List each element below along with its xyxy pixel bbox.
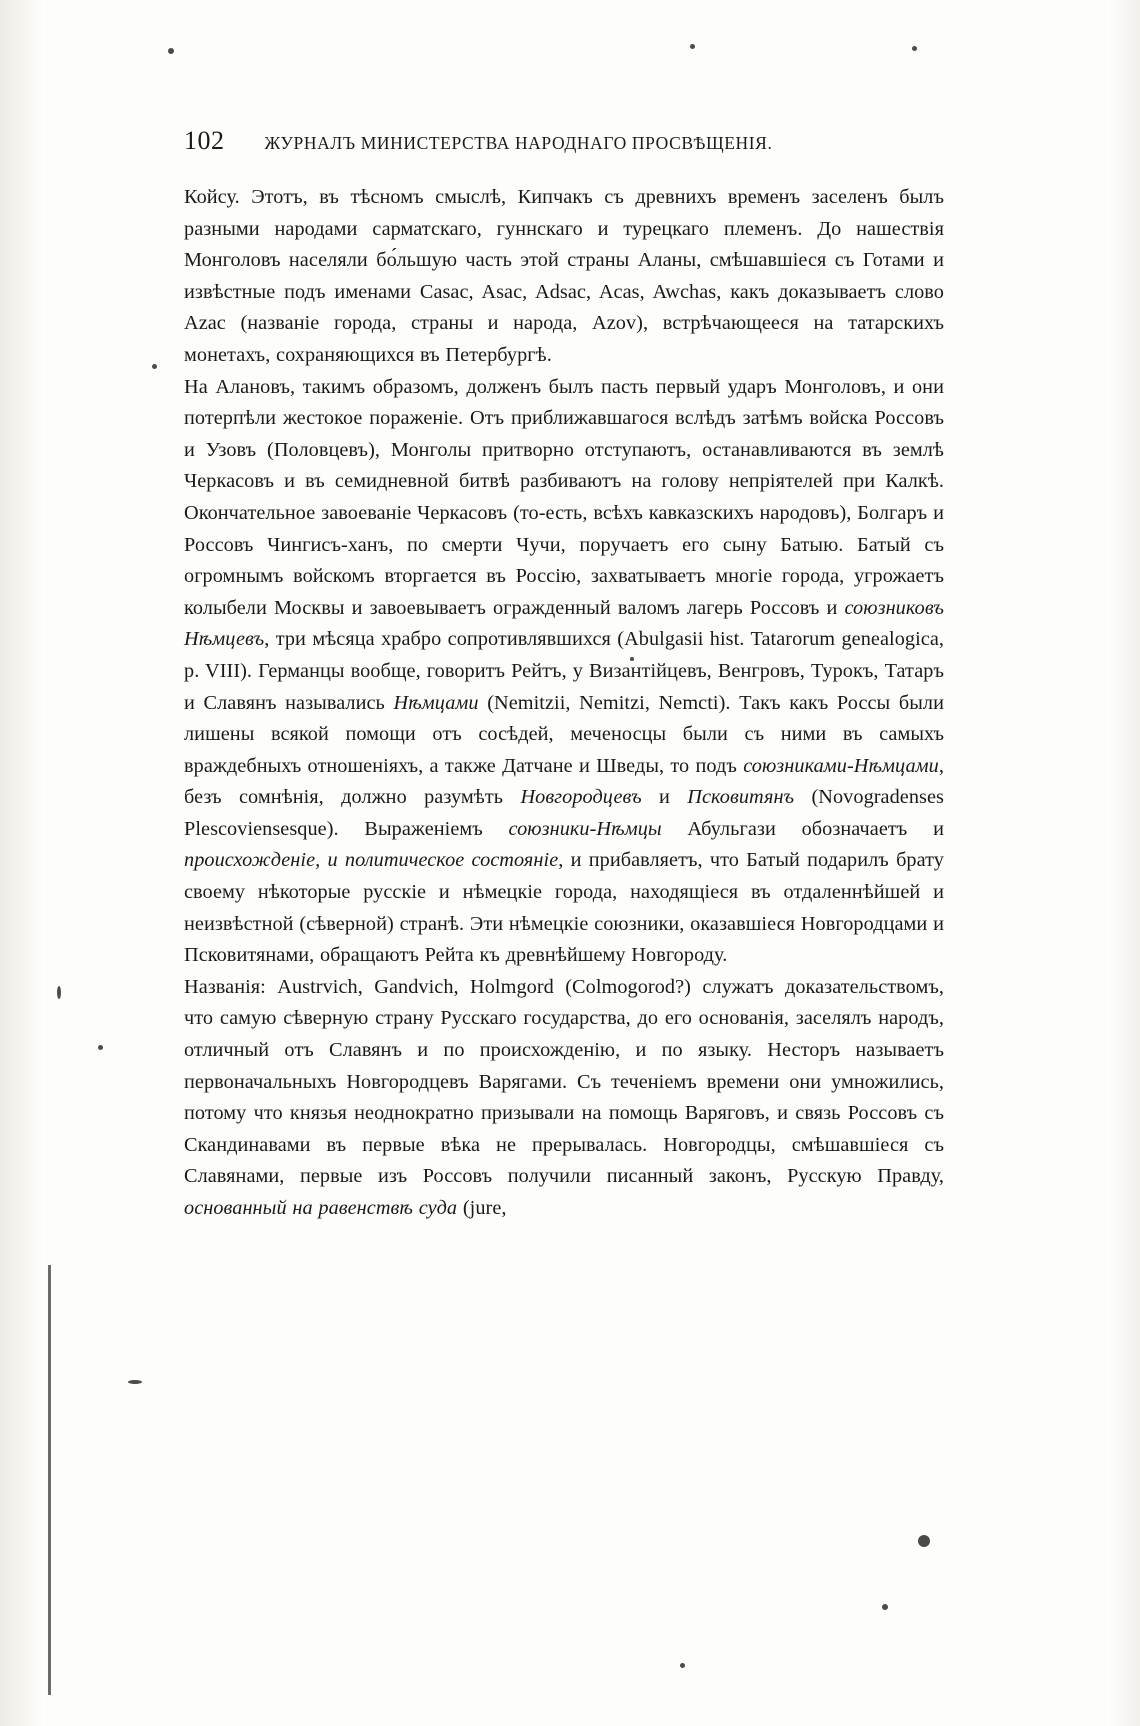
- scan-speck: [690, 44, 695, 49]
- scan-speck: [98, 1045, 103, 1050]
- emphasis-soyuzniki-nemtsy: союзники-Нѣмцы: [508, 817, 662, 840]
- paragraph-1: [184, 182, 944, 372]
- paragraph-1-text: Койсу. Этотъ, въ тѣсномъ смыслѣ, Кипчакъ съ древнихъ временъ заселенъ былъ разными народами сарматскаго, гуннскаго и турецкаго племенъ. До нашествія Монголовъ населяли бо́льшую часть этой страны Аланы, смѣшавшіеся съ Готами и извѣстные подъ именами Casac, Asac, Adsac, Acas, Awchas, какъ доказываетъ слово Azac (названіе города, страны и народа, Azov), встрѣчающееся на татарскихъ монетахъ, сохраняющихся въ Петербургѣ.: [184, 186, 944, 366]
- emphasis-proishozhdenie: происхожденіе, и политическое состояніе: [184, 849, 559, 872]
- paragraph-3: [184, 972, 944, 1225]
- paragraph-3-text-b: (jure,: [457, 1197, 507, 1219]
- scan-speck: [882, 1604, 888, 1610]
- page-content: [184, 126, 944, 1225]
- scan-speck: [912, 46, 917, 51]
- paragraph-2-text-e: и: [641, 786, 688, 809]
- paragraph-2-text-g: Абульгази обозначаетъ и: [661, 817, 944, 840]
- scan-speck: [57, 986, 61, 999]
- scan-speck: [918, 1535, 930, 1547]
- paragraph-2-text-c: (Nemitzii, Nemitzi, Nemcti). Такъ какъ Россы были лишены всякой помощи отъ сосѣдей, меченосцы были съ ними въ самыхъ враждебныхъ отношеніяхъ, а также Датчане и Шведы, то подъ: [184, 691, 944, 777]
- page-right-edge-shadow: [1106, 0, 1140, 1726]
- paragraph-2-text-f: (Novogradenses Plescoviensesque). Выраженіемъ: [184, 786, 944, 840]
- page-left-edge-shadow: [0, 0, 46, 1726]
- paragraph-3-text-a: Названія: Austrvich, Gandvich, Holmgord (Colmogorod?) служатъ доказательствомъ, что самую сѣверную страну Русскаго государства, до его основанія, заселялъ народъ, отличный отъ Славянъ и по происхожденію, и по языку. Несторъ называетъ первоначальныхъ Новгородцевъ Варягами. Съ теченіемъ времени они умножились, потому что князья неоднократно призывали на помощь Варяговъ, и связь Россовъ съ Скандинавами въ первые вѣка не прерывалась. Новгородцы, смѣшавшіеся съ Славянами, первые изъ Россовъ получили писанный законъ, Русскую Правду,: [184, 975, 944, 1188]
- paragraph-2-text-a: На Алановъ, такимъ образомъ, долженъ былъ пасть первый ударъ Монголовъ, и они потерпѣли жестокое пораженіе. Отъ приближавшагося вслѣдъ затѣмъ войска Россовъ и Узовъ (Половцевъ), Монголы притворно отступаютъ, останавливаются въ землѣ Черкасовъ и въ семидневной битвѣ разбиваютъ на голову непріятелей при Калкѣ. Окончательное завоеваніе Черкасовъ (то-есть, всѣхъ кавказскихъ народовъ), Болгаръ и Россовъ Чингисъ-ханъ, по смерти Чучи, поручаетъ его сыну Батыю. Батый съ огромнымъ войскомъ вторгается въ Россію, захватываетъ многіе города, угрожаетъ колыбели Москвы и завоевываетъ огражденный валомъ лагерь Россовъ и: [184, 375, 944, 619]
- running-head: ЖУРНАЛЪ МИНИСТЕРСТВА НАРОДНАГО ПРОСВѢЩЕНІЯ.: [264, 133, 773, 153]
- paragraph-2: [184, 372, 944, 972]
- paragraph-2-text-h: , и прибавляетъ, что Батый подарилъ брату своему нѣкоторые русскіе и нѣмецкіе города, находящіеся въ отдаленнѣйшей и неизвѣстной (сѣверной) странѣ. Эти нѣмецкіе союзники, оказавшіеся Новгородцами и Псковитянами, обращаютъ Рейта къ древнѣйшему Новгороду.: [184, 849, 944, 967]
- emphasis-soyuznikami-nemtsami: союзниками-Нѣмцами: [743, 754, 939, 777]
- emphasis-novgorodtsev: Новгородцевъ: [520, 786, 642, 809]
- paragraph-2-text-b: , три мѣсяца храбро сопротивлявшихся (Abulgasii hist. Tatarorum genealogica, p. VIII). Германцы вообще, говоритъ Рейтъ, у Византійцевъ, Венгровъ, Турокъ, Татаръ и Славянъ назывались: [184, 628, 944, 714]
- emphasis-pskovityan: Псковитянъ: [687, 786, 795, 809]
- emphasis-nemtsami: Нѣмцами: [393, 691, 479, 714]
- emphasis-osnovanny-na-ravenstve-suda: основанный на равенствѣ суда: [184, 1197, 458, 1219]
- scan-speck: [128, 1380, 142, 1384]
- page-number: 102: [184, 126, 225, 155]
- body-text: [184, 182, 944, 1225]
- paragraph-2-text-d: , безъ сомнѣнія, должно разумѣть: [184, 754, 944, 809]
- binding-edge-line: [48, 1265, 51, 1695]
- scan-speck: [168, 48, 174, 54]
- scan-speck: [680, 1663, 685, 1668]
- emphasis-soyuznikov-nemtsev: союзниковъ Нѣмцевъ: [184, 596, 944, 651]
- page-header: [184, 126, 944, 156]
- scan-speck: [152, 364, 157, 369]
